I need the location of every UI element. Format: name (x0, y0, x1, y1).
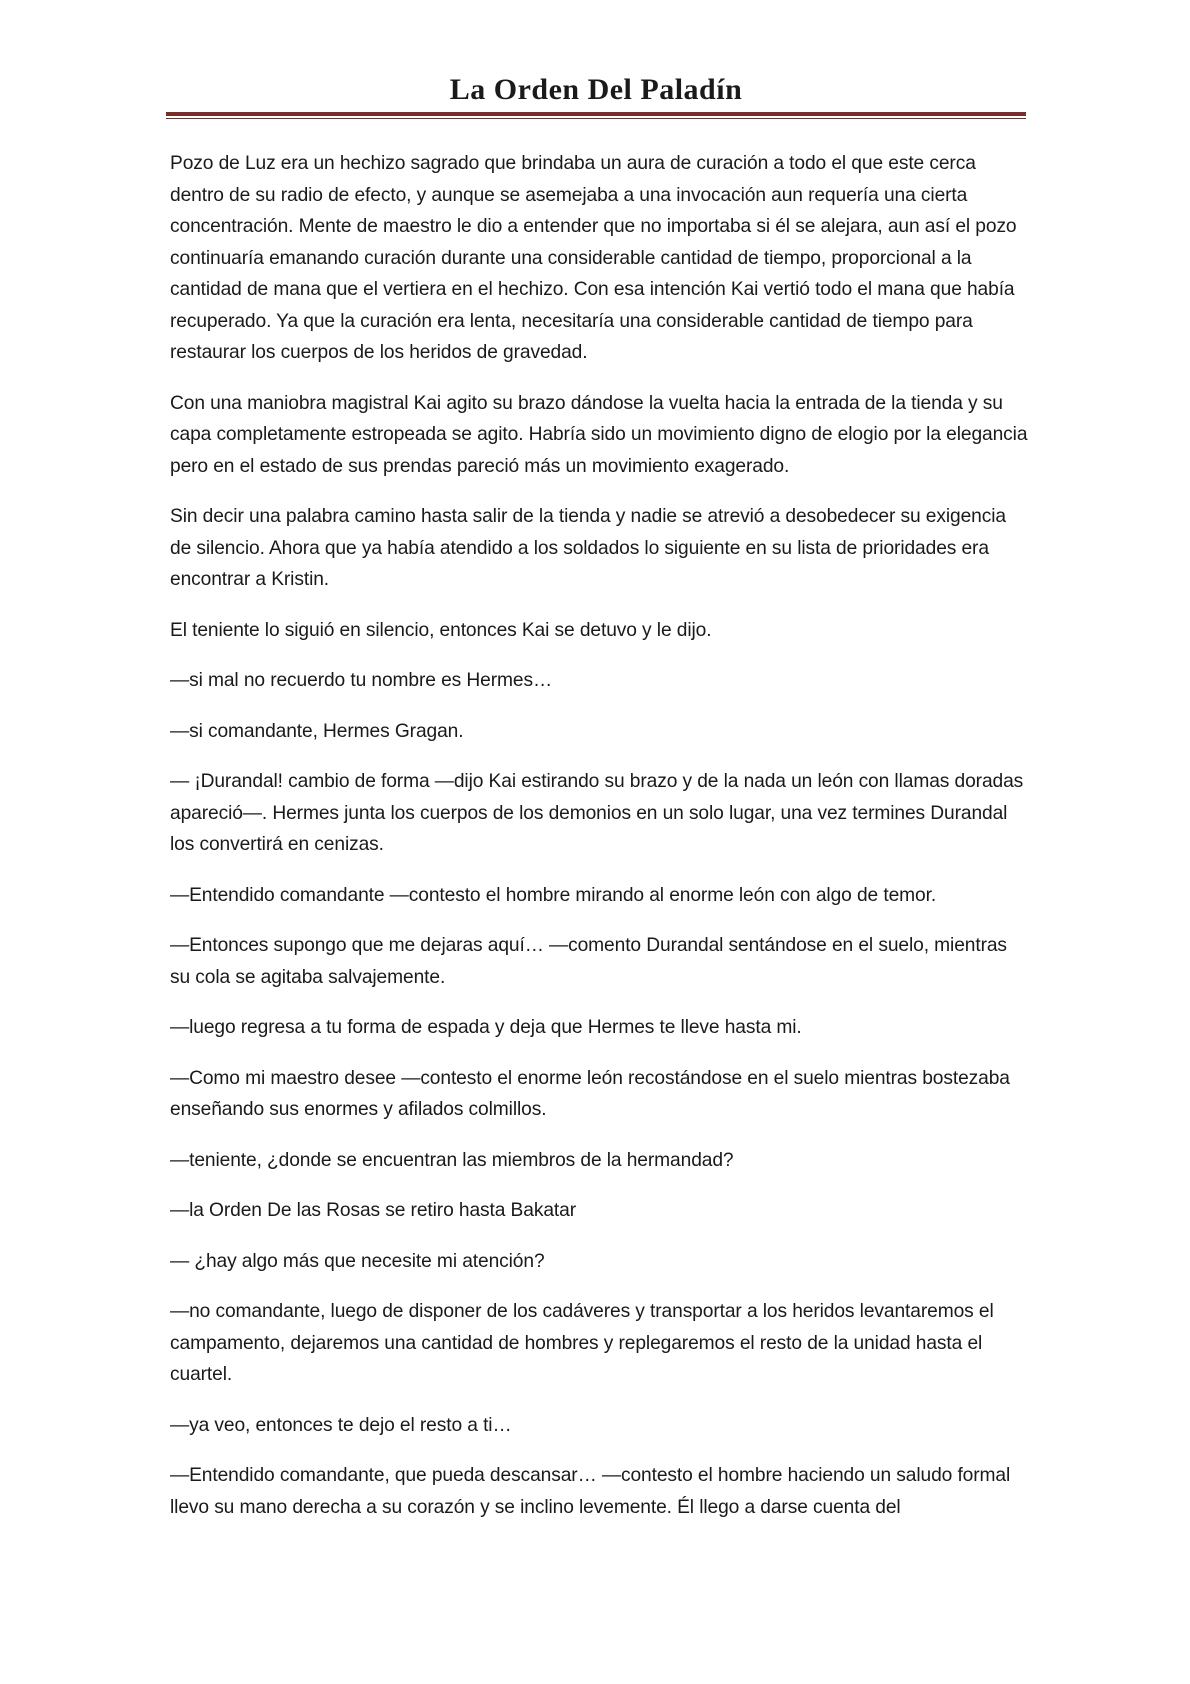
paragraph: —la Orden De las Rosas se retiro hasta Bakatar (170, 1200, 576, 1221)
header-divider-thin (166, 118, 1026, 119)
paragraph: Con una maniobra magistral Kai agito su brazo dándose la vuelta hacia la entrada de la tienda y su capa completamente estropeada se agito. Habría sido un movimiento digno de elogio por la elegancia pero en el estado de sus prendas pareció más un movimiento exagerado. (170, 392, 1028, 477)
paragraph: —Entonces supongo que me dejaras aquí… —comento Durandal sentándose en el suelo, mientras su cola se agitaba salvajemente. (170, 935, 1007, 988)
paragraph: —luego regresa a tu forma de espada y deja que Hermes te lleve hasta mi. (170, 1017, 802, 1038)
paragraph: —si comandante, Hermes Gragan. (170, 720, 464, 742)
paragraph: —no comandante, luego de disponer de los cadáveres y transportar a los heridos levantaremos el campamento, dejaremos una cantidad de hombres y replegaremos el resto de la unidad hasta el cuartel. (170, 1301, 994, 1385)
paragraph: —Entendido comandante —contesto el hombre mirando al enorme león con algo de temor. (170, 884, 937, 906)
paragraph: —ya veo, entonces te dejo el resto a ti… (170, 1414, 512, 1436)
paragraph: — ¡Durandal! cambio de forma —dijo Kai estirando su brazo y de la nada un león con llamas doradas apareció—. Hermes junta los cuerpos de los demonios en un solo lugar, una vez termines Durandal los convertirá en cenizas. (170, 771, 1024, 855)
paragraph: — ¿hay algo más que necesite mi atención? (170, 1250, 545, 1272)
paragraph: —si mal no recuerdo tu nombre es Hermes… (170, 670, 553, 691)
header-divider (166, 112, 1026, 119)
paragraph: —Como mi maestro desee —contesto el enorme león recostándose en el suelo mientras bostezaba enseñando sus enormes y afilados colmillos. (170, 1067, 1010, 1120)
header-divider-thick (166, 112, 1026, 116)
paragraph: Sin decir una palabra camino hasta salir de la tienda y nadie se atrevió a desobedecer su exigencia de silencio. Ahora que ya había atendido a los soldados lo siguiente en su lista de prioridades era encontrar a Kristin. (170, 506, 1006, 590)
body-text (170, 148, 1032, 1542)
paragraph: —Entendido comandante, que pueda descansar… —contesto el hombre haciendo un saludo formal llevo su mano derecha a su corazón y se inclino levemente. Él llego a darse cuenta del (170, 1465, 1011, 1518)
paragraph: El teniente lo siguió en silencio, entonces Kai se detuvo y le dijo. (170, 619, 712, 641)
paragraph: —teniente, ¿donde se encuentran las miembros de la hermandad? (170, 1149, 734, 1171)
page-header (166, 70, 1026, 110)
paragraph: Pozo de Luz era un hechizo sagrado que brindaba un aura de curación a todo el que este cerca dentro de su radio de efecto, y aunque se asemejaba a una invocación aun requería una cierta concentración. Mente de maestro le dio a entender que no importaba si él se alejara, aun así el pozo continuaría emanando curación durante una considerable cantidad de tiempo, proporcional a la cantidad de mana que el vertiera en el hechizo. Con esa intención Kai vertió todo el mana que había recuperado. Ya que la curación era lenta, necesitaría una considerable cantidad de tiempo para restaurar los cuerpos de los heridos de gravedad. (170, 153, 1017, 363)
page-title: La Orden Del Paladín (449, 73, 743, 106)
